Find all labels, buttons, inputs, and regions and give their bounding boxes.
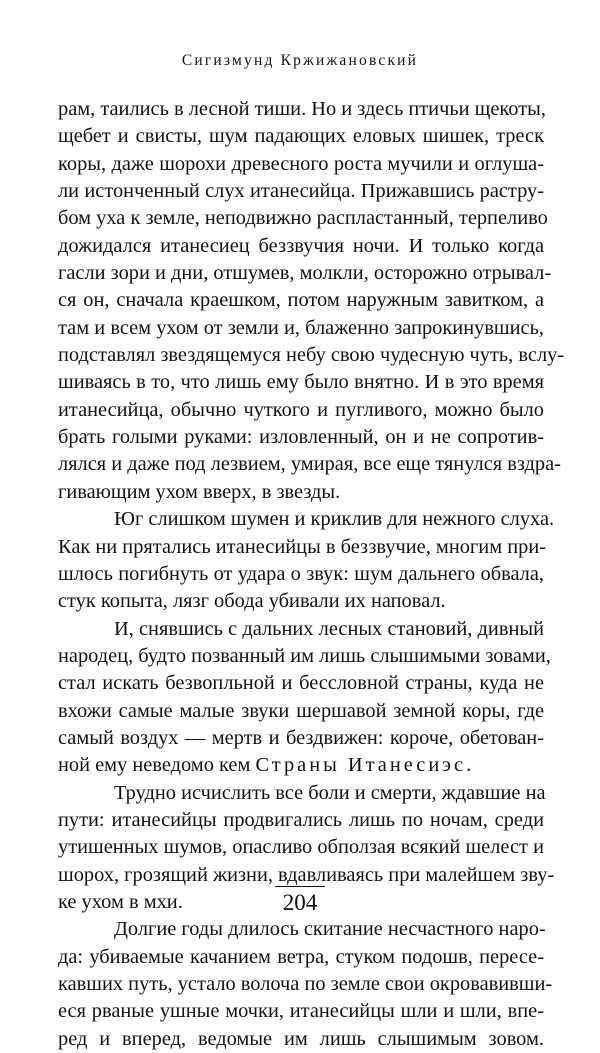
text-line: стук копыта, лязг обода убивали их наповал.: [58, 590, 446, 613]
text-line: стал искать безвопльной и бессловной страны, куда не: [58, 672, 544, 695]
text-line: ке ухом в мхи.: [58, 890, 183, 913]
text-line: бом уха к земле, неподвижно распластанный, терпеливо: [58, 207, 548, 230]
text-line: итанесийца, обычно чуткого и пугливого, можно было: [58, 398, 544, 421]
text-line: Долгие годы длилось скитание несчастного наро-: [114, 918, 546, 941]
text-line: самый воздух — мертв и бездвижен: короче, обетован-: [58, 726, 544, 749]
text-line: гивающим ухом вверх, в звезды.: [58, 480, 341, 503]
text-line: шиваясь в то, что лишь ему было внятно. И в это время: [58, 371, 544, 394]
text-line: брать голыми руками: изловленный, он и не сопротив-: [58, 426, 544, 449]
spaced-emphasis: Страны Итанесиэс: [255, 754, 467, 777]
page-number: 204: [282, 890, 318, 915]
text-line: Трудно исчислить все боли и смерти, ждавшие на: [114, 781, 546, 804]
text-fragment: ной ему неведомо кем: [58, 754, 256, 777]
text-line: народец, будто позванный им лишь слышимыми зовами,: [58, 644, 551, 667]
text-line: утишенных шумов, опасливо обползая всякий шелест и: [58, 836, 544, 859]
text-line: там и всем ухом от земли и, блаженно запрокинувшись,: [58, 316, 544, 339]
text-line: гасли зори и дни, отшумев, молкли, осторожно отрывал-: [58, 262, 552, 285]
text-line: щебет и свисты, шум падающих еловых шишек, треск: [58, 125, 544, 148]
text-line: да: убиваемые качанием ветра, стуком подошв, пересе-: [58, 945, 544, 968]
text-fragment: .: [466, 754, 472, 777]
running-title: Сигизмунд Кржижановский: [181, 52, 419, 69]
text-line: Юг слишком шумен и криклив для нежного слуха.: [114, 508, 555, 531]
text-line: И, снявшись с дальних лесных становий, дивный: [114, 617, 544, 640]
text-line: шорох, грозящий жизни, вдавливаясь при малейшем зву-: [58, 863, 555, 886]
text-line: ли истонченный слух итанесийца. Прижавшись растру-: [58, 180, 544, 203]
text-line: еся рваные ушные мочки, итанесийцы шли и шли, впе-: [58, 1000, 544, 1023]
text-line: [58, 752, 544, 779]
text-line: ся он, сначала краешком, потом наружным завитком, а: [58, 289, 544, 312]
text-line: вхожи самые малые звуки шершавой земной коры, где: [58, 699, 544, 722]
page-number-rule: [275, 886, 325, 887]
text-line: шлось погибнуть от удара о звук: шум дальнего обвала,: [58, 562, 544, 585]
text-line: пути: итанесийцы продвигались лишь по ночам, среди: [58, 808, 544, 831]
text-line: рам, таились в лесной тиши. Но и здесь птичьи щекоты,: [58, 98, 546, 120]
text-line: кавших путь, устало волоча по земле свои окровавивши-: [58, 973, 553, 995]
text-line: ред и вперед, ведомые им лишь слышимым зовом.: [58, 1027, 544, 1050]
text-line: подставлял звездящемуся небу свою чудесную чуть, вслу-: [58, 344, 565, 367]
text-line: дожидался итанесиец беззвучия ночи. И только когда: [58, 234, 544, 257]
text-line: коры, даже шорохи древесного роста мучили и оглуша-: [58, 152, 544, 175]
text-line: Как ни прятались итанесийцы в беззвучие, многим при-: [58, 535, 547, 558]
text-line: лялся и даже под лезвием, умирая, все еще тянулся вздра-: [58, 453, 561, 476]
